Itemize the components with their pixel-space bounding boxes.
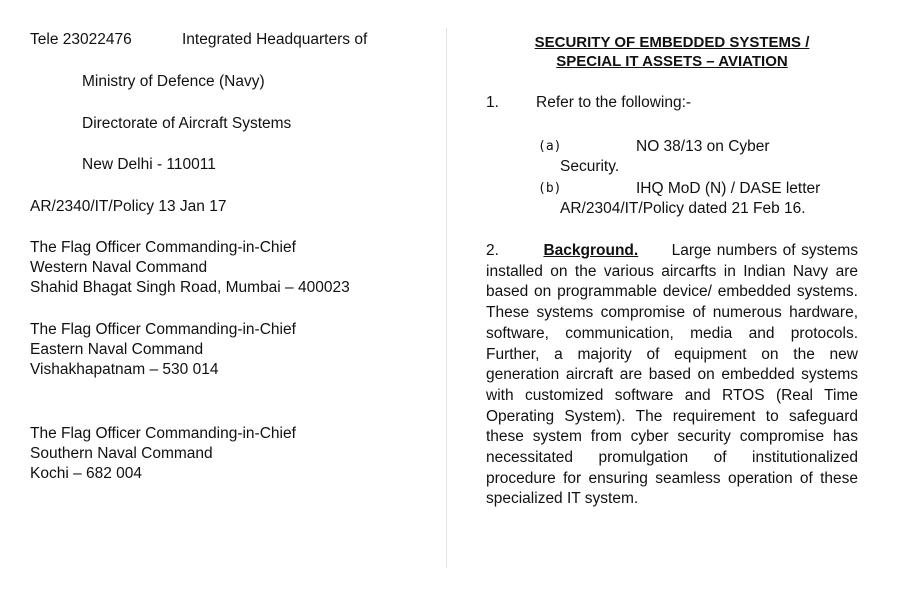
item-label: (b) bbox=[538, 181, 562, 196]
para-1-number: 1. bbox=[486, 94, 499, 111]
hq-line-3: Directorate of Aircraft Systems bbox=[82, 115, 292, 132]
addressee-location: Shahid Bhagat Singh Road, Mumbai – 400023 bbox=[30, 279, 350, 296]
item-text-line-2: Security. bbox=[560, 158, 620, 175]
addressee-location: Kochi – 682 004 bbox=[30, 465, 143, 482]
para-2-background bbox=[486, 241, 858, 510]
tele-number: Tele 23022476 bbox=[30, 31, 132, 48]
addressee-location: Vishakhapatnam – 530 014 bbox=[30, 361, 219, 378]
addressee-title: The Flag Officer Commanding-in-Chief bbox=[30, 425, 296, 442]
addressee-western bbox=[30, 238, 350, 298]
item-text-line-1: IHQ MoD (N) / DASE letter bbox=[636, 180, 821, 197]
item-text-line-2: AR/2304/IT/Policy dated 21 Feb 16. bbox=[560, 200, 806, 217]
para-1-text: Refer to the following:- bbox=[536, 94, 692, 111]
reference-number: AR/2340/IT/Policy 13 Jan 17 bbox=[30, 198, 227, 215]
hq-line-1: Integrated Headquarters of bbox=[182, 31, 368, 48]
subject-line-2: SPECIAL IT ASSETS – AVIATION bbox=[556, 53, 788, 70]
addressee-command: Eastern Naval Command bbox=[30, 341, 204, 358]
hq-line-4: New Delhi - 110011 bbox=[82, 156, 216, 173]
addressee-title: The Flag Officer Commanding-in-Chief bbox=[30, 239, 296, 256]
addressee-southern bbox=[30, 424, 296, 484]
addressee-command: Western Naval Command bbox=[30, 259, 208, 276]
para-2-text: Large numbers of systems installed on the various aircarfts in Indian Navy are based on programmable device/ embedded systems. These systems compromise of numerous hardware, software, communication, media and protocols. Further, a majority of equipment on the new generation aircraft are based on embedded systems with customized software and RTOS (Real Time Operating System). The requirement to safeguard these system from cyber security compromise has necessitated promulgation of institutionalized procedure for ensuring seamless operation of these specialized IT system. bbox=[486, 242, 859, 508]
item-text-line-1: NO 38/13 on Cyber bbox=[636, 138, 770, 155]
subject-line-1: SECURITY OF EMBEDDED SYSTEMS / bbox=[534, 34, 810, 51]
hq-line-2: Ministry of Defence (Navy) bbox=[82, 73, 265, 90]
column-divider bbox=[446, 28, 447, 568]
addressee-title: The Flag Officer Commanding-in-Chief bbox=[30, 321, 296, 338]
addressee-eastern bbox=[30, 320, 296, 380]
para-2-heading: Background. bbox=[543, 242, 639, 259]
addressee-command: Southern Naval Command bbox=[30, 445, 213, 462]
para-2-number: 2. bbox=[486, 242, 499, 259]
item-label: (a) bbox=[538, 139, 562, 154]
